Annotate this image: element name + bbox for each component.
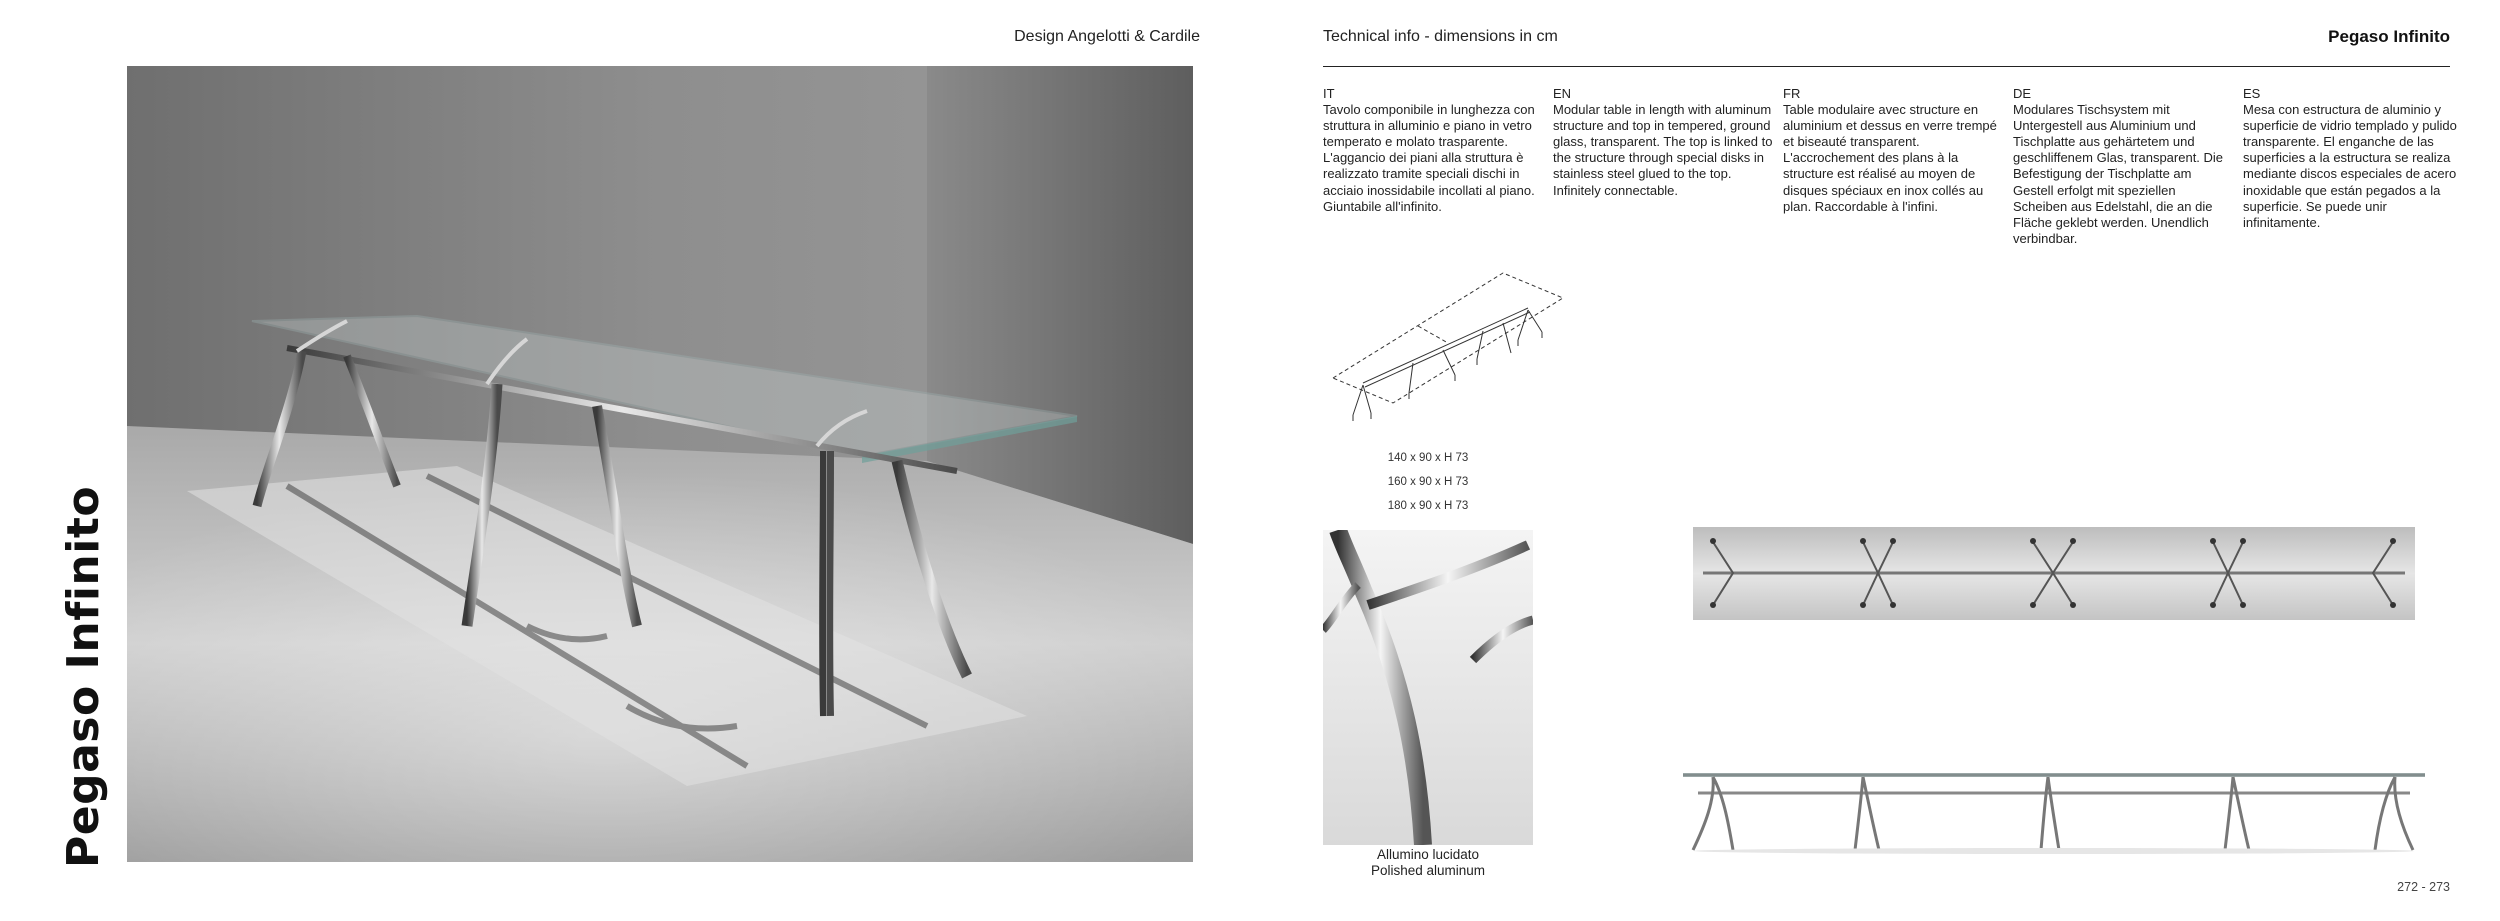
description-it	[1323, 86, 1543, 215]
language-code: ES	[2243, 86, 2261, 101]
finish-caption	[1323, 847, 1533, 879]
dimension-item: 180 x 90 x H 73	[1387, 500, 1469, 512]
vertical-product-title: Pegaso Infinito	[58, 485, 109, 868]
language-code: EN	[1553, 86, 1572, 101]
product-name-header: Pegaso Infinito	[2328, 27, 2450, 46]
description-text: Mesa con estructura de aluminio y superficie de vidrio templado y pulido transparente. El enganche de las superficies a la estructura se realiza mediante discos especiales de acero inoxidable que están pegados a la superficie. Se puede unir infinitamente.	[2243, 102, 2457, 230]
dimension-item: 140 x 90 x H 73	[1387, 452, 1469, 464]
side-elevation-photo	[1683, 755, 2425, 855]
language-code: FR	[1783, 86, 1801, 101]
description-text: Modulares Tischsystem mit Untergestell aus Aluminium und Tischplatte aus gehärtetem und geschliffenem Glas, transparent. Die Befestigung der Tischplatte am Gestell erfolgt mit speziellen Scheiben aus Edelstahl, die an die Fläche geklebt werden. Unendlich verbindbar.	[2013, 102, 2224, 246]
language-code: DE	[2013, 86, 2032, 101]
description-de	[2013, 86, 2233, 247]
technical-info-heading: Technical info - dimensions in cm	[1323, 28, 1558, 45]
finish-detail-photo	[1323, 530, 1533, 845]
header-divider	[1323, 66, 2450, 67]
description-text: Table modulaire avec structure en aluminium et dessus en verre trempé et biseauté transparent. L'accrochement des plans à la structure est réalisé au moyen de disques spéciaux en inox collés au plan. Raccordable à l'infini.	[1783, 102, 1997, 214]
dimension-item: 160 x 90 x H 73	[1387, 476, 1469, 488]
finish-caption-en: Polished aluminum	[1370, 863, 1486, 878]
description-en	[1553, 86, 1773, 199]
description-text: Modular table in length with aluminum structure and top in tempered, ground glass, transparent. The top is linked to the structure through special disks in stainless steel glued to the top. Infinitely connectable.	[1553, 102, 1773, 198]
designer-credit: Design Angelotti & Cardile	[1014, 28, 1200, 45]
page-numbers: 272 - 273	[2397, 880, 2450, 894]
language-code: IT	[1323, 86, 1335, 101]
main-product-photo	[127, 66, 1193, 862]
dimensions-list	[1323, 446, 1533, 518]
description-text: Tavolo componibile in lunghezza con struttura in alluminio e piano in vetro temperato e molato trasparente. L'aggancio dei piani alla struttura è realizzato tramite speciali dischi in acciaio inossidabile incollati al piano. Giuntabile all'infinito.	[1323, 102, 1535, 214]
finish-caption-it: Allumino lucidato	[1376, 847, 1480, 862]
description-es	[2243, 86, 2463, 231]
description-fr	[1783, 86, 2003, 215]
isometric-drawing	[1323, 268, 1568, 438]
plan-view-photo	[1693, 527, 2415, 620]
